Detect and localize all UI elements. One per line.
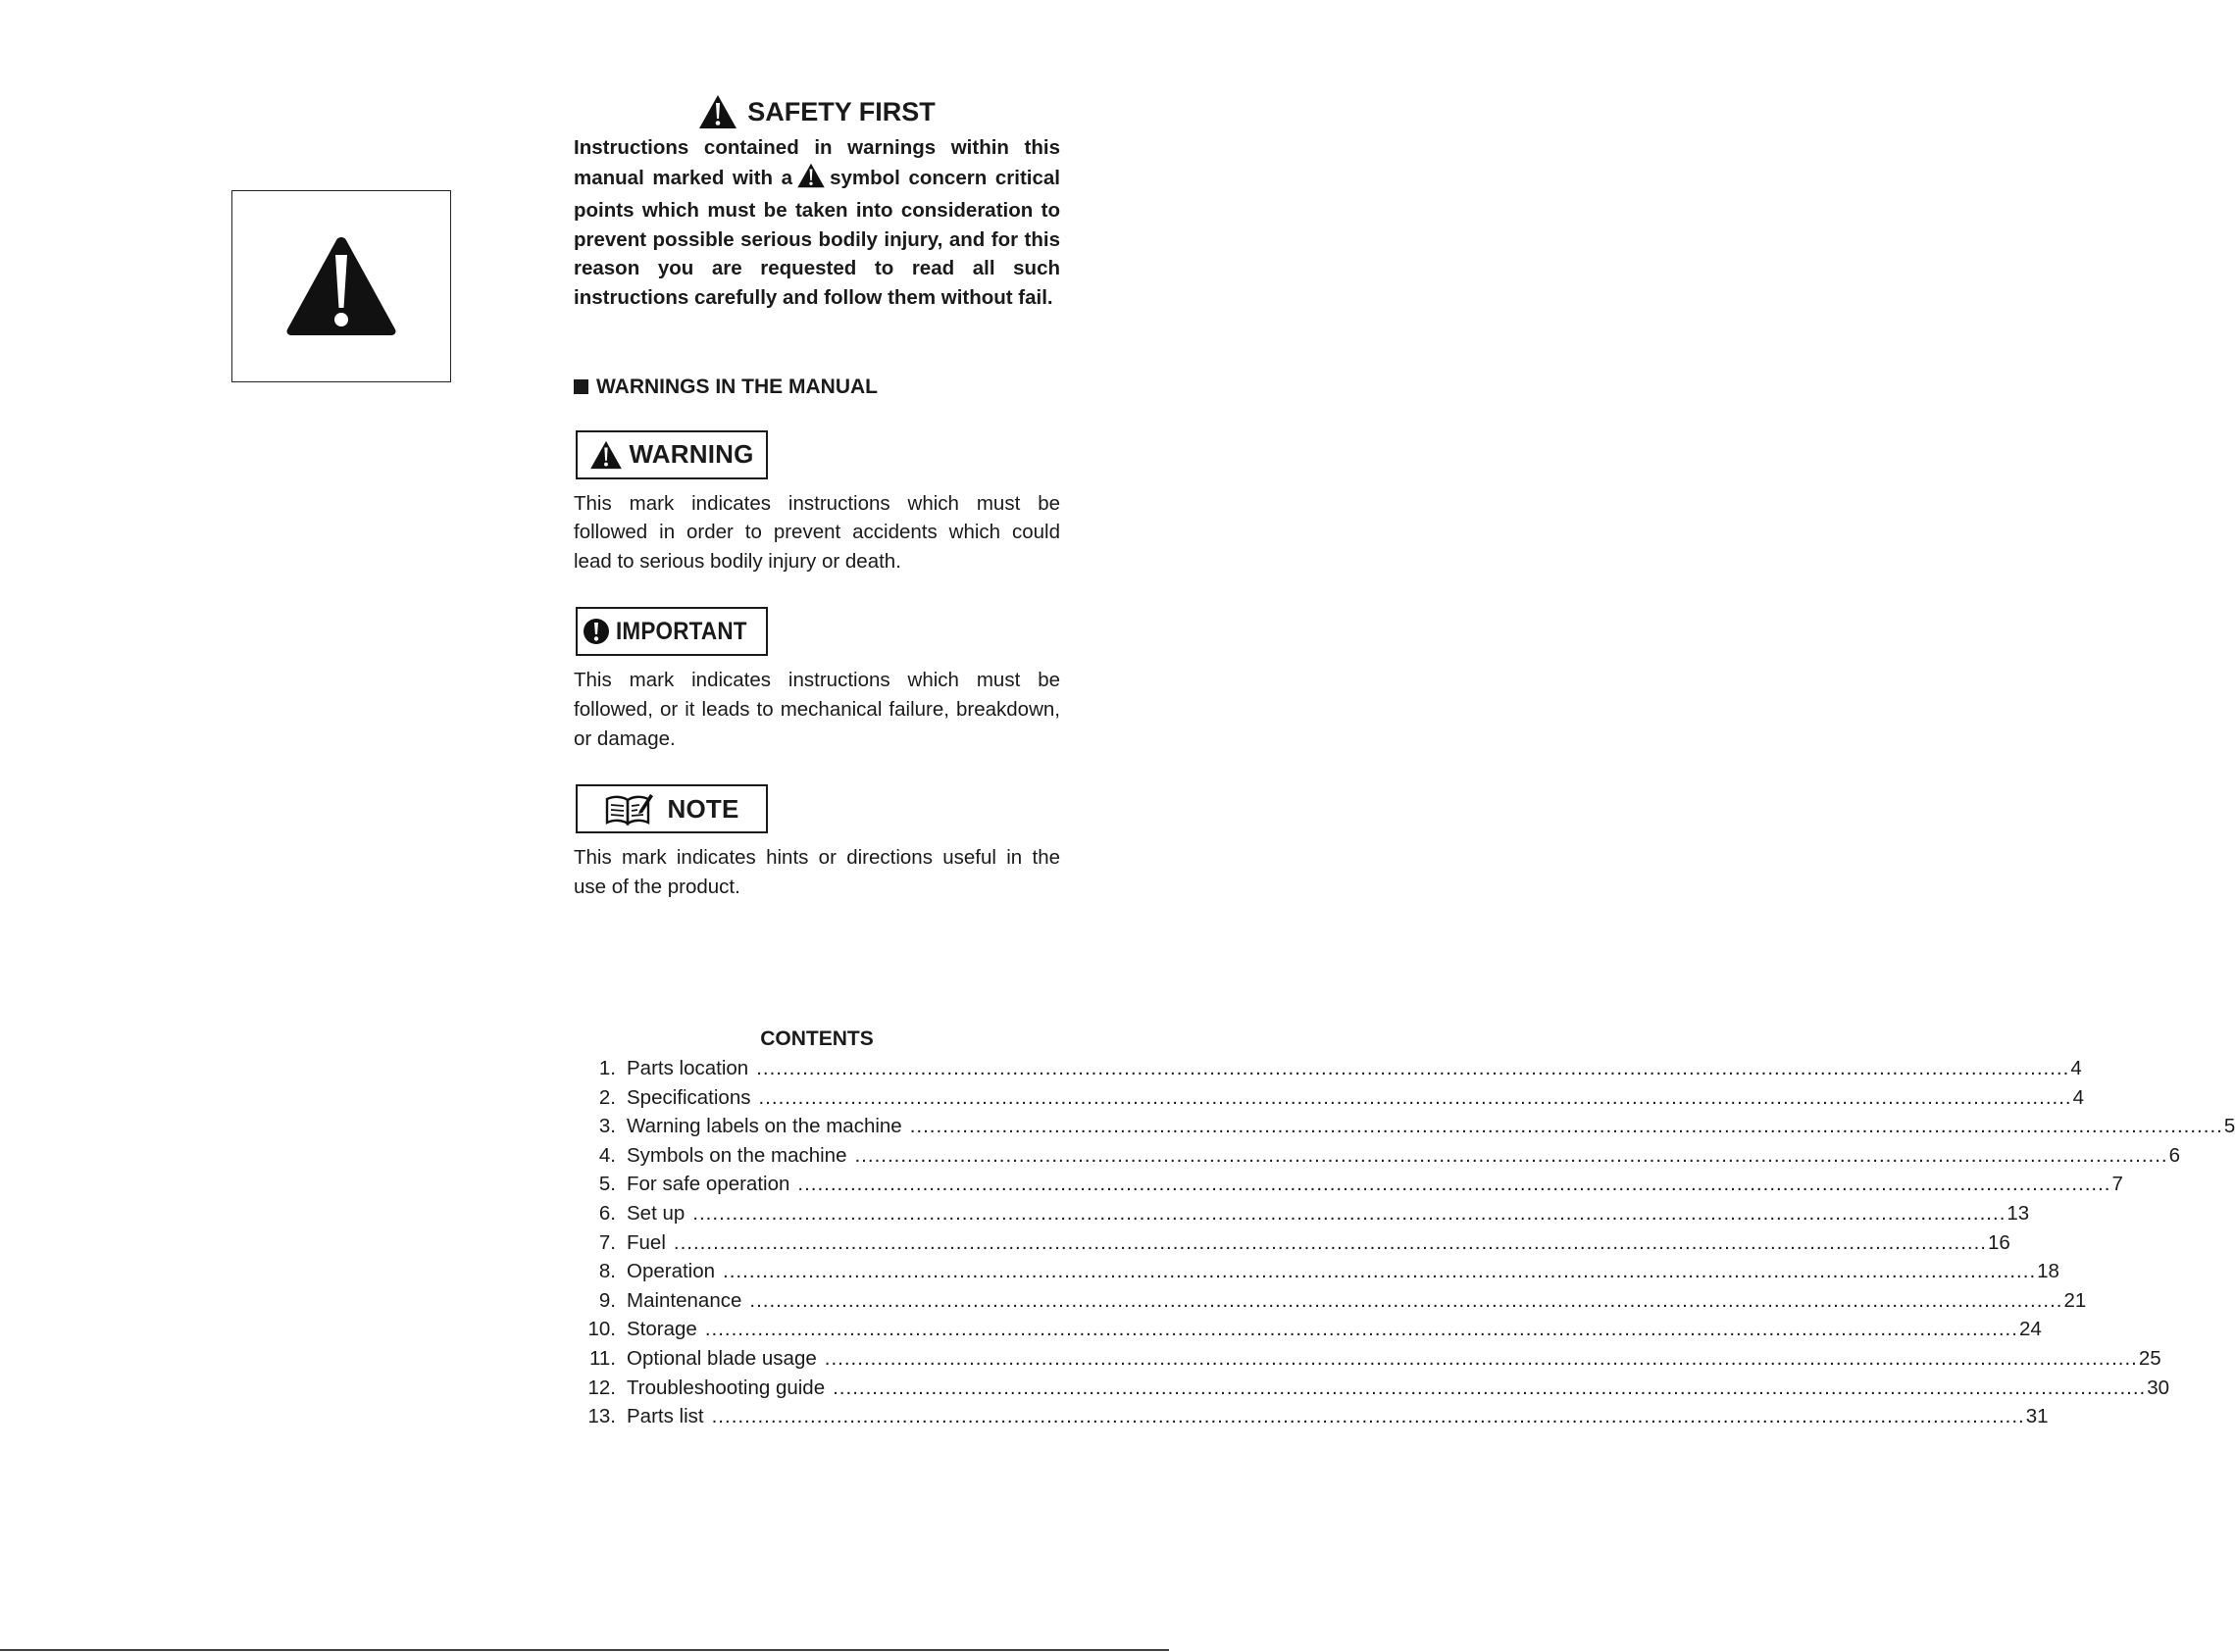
toc-item [574,1346,2161,1377]
toc-leader-dots: ........................................................................................................................................................................................................ [758,1085,2072,1109]
toc-item [574,1085,2085,1116]
toc-item-number: 12. [587,1376,616,1399]
warning-triangle-icon [589,440,623,470]
toc-item [574,1201,2030,1231]
toc-item-number: 7. [598,1230,616,1254]
open-book-icon [604,791,653,826]
toc-list [574,1057,2235,1434]
toc-leader-dots: ........................................................................................................................................................................................................ [711,1405,2025,1428]
warnings-section-heading [574,375,1060,399]
toc-item [574,1057,2082,1086]
safety-section [574,94,1060,901]
warning-badge [576,430,768,479]
toc-item-number: 10. [587,1318,616,1341]
toc-item-number: 9. [598,1288,616,1312]
toc-item-title: For safe operation [627,1173,790,1196]
toc-item-title: Specifications [627,1085,751,1109]
page-bottom-rule [0,1649,1169,1651]
note-badge [576,784,768,833]
toc-item-title: Troubleshooting guide [627,1376,826,1399]
important-description: This mark indicates instructions which must be followed, or it leads to mechanical failure, breakdown, or damage. [574,669,1060,750]
toc-leader-dots: ........................................................................................................................................................................................................ [723,1260,2037,1283]
toc-leader-dots: ........................................................................................................................................................................................................ [909,1115,2223,1138]
contents-title: CONTENTS [760,1027,874,1050]
toc-item-page: 6 [2168,1143,2181,1167]
toc-item [574,1230,2010,1261]
toc-leader-dots: ........................................................................................................................................................................................................ [749,1288,2063,1312]
toc-leader-dots: ........................................................................................................................................................................................................ [673,1230,1988,1254]
toc-item-title: Optional blade usage [627,1346,817,1370]
warning-description: This mark indicates instructions which must be followed in order to prevent accidents which could lead to serious bodily injury or death. [574,491,1060,573]
warnings-heading-text: WARNINGS IN THE MANUAL [596,375,878,398]
toc-item [574,1143,2181,1174]
note-description: This mark indicates hints or directions useful in the use of the product. [574,846,1060,898]
safety-first-heading [574,94,1060,129]
toc-item-page: 18 [2037,1260,2059,1283]
toc-item-page: 31 [2025,1405,2049,1428]
toc-item-page: 21 [2063,1288,2087,1312]
toc-item-title: Parts location [627,1057,749,1079]
toc-item-page: 24 [2018,1318,2042,1341]
toc-leader-dots: ........................................................................................................................................................................................................ [833,1376,2147,1399]
toc-item-title: Maintenance [627,1288,742,1312]
toc-leader-dots: ........................................................................................................................................................................................................ [854,1143,2168,1167]
toc-item-title: Parts list [627,1405,704,1428]
toc-item [574,1115,2235,1144]
toc-item-number: 5. [598,1173,616,1196]
toc-item [574,1288,2087,1319]
toc-item [574,1173,2123,1202]
toc-item-number: 2. [598,1085,616,1109]
toc-leader-dots: ........................................................................................................................................................................................................ [824,1346,2138,1370]
toc-leader-dots: ........................................................................................................................................................................................................ [692,1201,2006,1225]
toc-item-number: 6. [598,1201,616,1225]
warning-triangle-icon [283,233,399,339]
warning-badge-label: WARNING [629,439,754,470]
toc-item [574,1376,2170,1406]
toc-item-title: Storage [627,1318,697,1341]
toc-item-page: 5 [2223,1115,2235,1138]
toc-item-number: 13. [587,1405,616,1428]
toc-item [574,1405,2049,1434]
toc-item-page: 30 [2147,1376,2170,1399]
intro-text-part1: Instructions contained in warnings within this manual marked with a [574,136,1060,189]
toc-item-title: Fuel [627,1230,666,1254]
toc-item-page: 4 [2070,1057,2082,1079]
toc-leader-dots: ........................................................................................................................................................................................................ [704,1318,2018,1341]
toc-item-number: 3. [598,1115,616,1138]
safety-first-title: SAFETY FIRST [747,96,936,126]
warning-triangle-icon [698,94,737,129]
toc-item [574,1260,2059,1289]
toc-item-title: Operation [627,1260,716,1283]
toc-leader-dots: ........................................................................................................................................................................................................ [797,1173,2111,1196]
safety-intro-text [574,133,1060,313]
toc-item-page: 25 [2138,1346,2161,1370]
toc-item-page: 13 [2006,1201,2030,1225]
toc-item-page: 4 [2072,1085,2085,1109]
toc-item [574,1318,2042,1347]
inline-warning-icon [796,163,826,197]
intro-text-part2: symbol concern critical points which must be taken into consideration to prevent possible serious bodily injury, and for this reason you are requested to read all such instructions carefully and follow them without fail. [574,166,1060,309]
important-badge-label: IMPORTANT [615,617,747,645]
toc-item-page: 16 [1988,1230,2010,1254]
toc-leader-dots: ........................................................................................................................................................................................................ [756,1057,2070,1079]
important-badge [576,607,768,656]
toc-item-number: 4. [598,1143,616,1167]
toc-item-page: 7 [2111,1173,2123,1196]
toc-item-number: 11. [589,1346,616,1370]
toc-item-number: 1. [598,1057,616,1079]
toc-item-title: Set up [627,1201,686,1225]
exclamation-circle-icon [583,618,610,645]
toc-item-title: Warning labels on the machine [627,1115,902,1138]
safety-alert-symbol-box [231,190,451,382]
toc-item-number: 8. [598,1260,616,1283]
table-of-contents [574,1027,2235,1434]
square-bullet-icon [574,379,588,394]
toc-item-title: Symbols on the machine [627,1143,847,1167]
note-badge-label: NOTE [667,793,739,824]
